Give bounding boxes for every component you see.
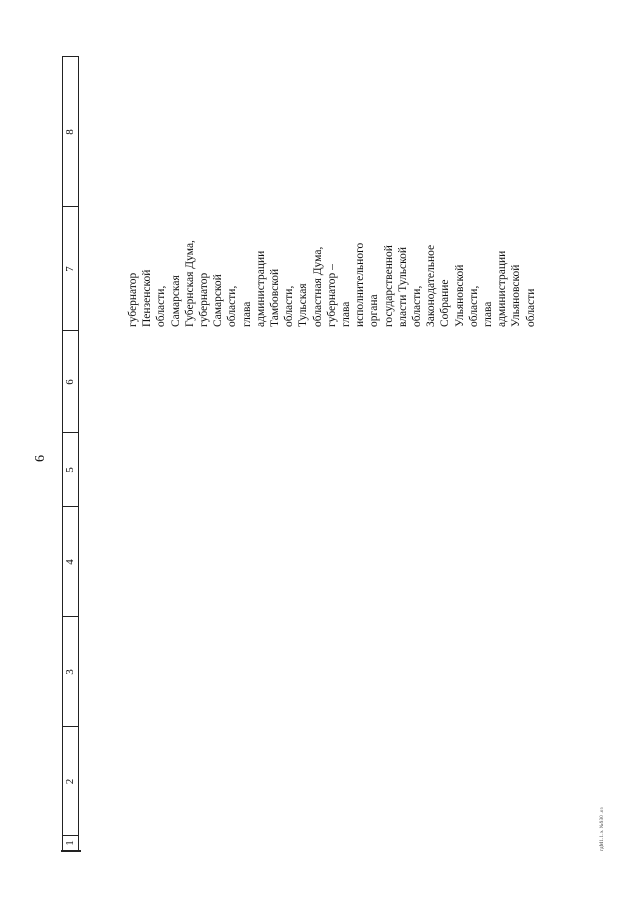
column-7-line: области,	[411, 285, 424, 327]
column-7-line: Ульяновской	[453, 264, 466, 327]
print-code-footer: гдМ1.1.э. №930 .оз	[600, 807, 605, 851]
column-7-line: области,	[283, 285, 296, 327]
column-7-line: власти Тульской	[396, 247, 409, 327]
column-number-2: 2	[64, 778, 76, 785]
column-number-4: 4	[64, 559, 76, 565]
column-7-line: губернатор –	[325, 264, 338, 327]
column-7-line: Тульская	[297, 283, 310, 327]
column-7-line: Самарская	[169, 275, 182, 327]
column-7-line: государственной	[382, 245, 395, 327]
column-7-line: администрации	[496, 250, 509, 327]
column-7-text	[126, 67, 538, 327]
column-7-line: области,	[155, 285, 168, 327]
column-number-5: 5	[64, 467, 76, 473]
column-number-header-table	[62, 56, 79, 851]
column-7-line: Губернская Дума,	[183, 240, 196, 327]
column-7-line: Пензенской	[141, 269, 154, 327]
column-7-line: губернатор	[127, 272, 139, 327]
column-7-line: областная Дума,	[311, 246, 324, 327]
column-number-1: 1	[64, 840, 76, 846]
column-7-line: Ульяновской	[510, 264, 523, 327]
column-7-line: органа	[368, 294, 381, 327]
column-number-6: 6	[64, 379, 76, 385]
column-7-line: Самарской	[212, 274, 225, 327]
page-number: 6	[33, 455, 48, 462]
column-7-line: губернатор	[198, 272, 211, 327]
column-7-line: исполнительного	[354, 242, 367, 327]
column-7-line: Законодательное	[425, 244, 438, 327]
column-7-line: Тамбовской	[269, 268, 282, 327]
column-number-7: 7	[64, 266, 76, 272]
column-7-line: глава	[240, 301, 253, 327]
column-7-line: администрации	[254, 250, 267, 327]
column-number-8: 8	[64, 129, 76, 135]
column-7-line: области	[524, 288, 537, 327]
column-number-3: 3	[64, 669, 76, 675]
column-7-line: глава	[482, 301, 495, 327]
column-7-line: области,	[467, 285, 480, 327]
column-7-line: глава	[340, 301, 353, 327]
column-7-line: Собрание	[439, 279, 452, 327]
column-7-line: области,	[226, 285, 239, 327]
